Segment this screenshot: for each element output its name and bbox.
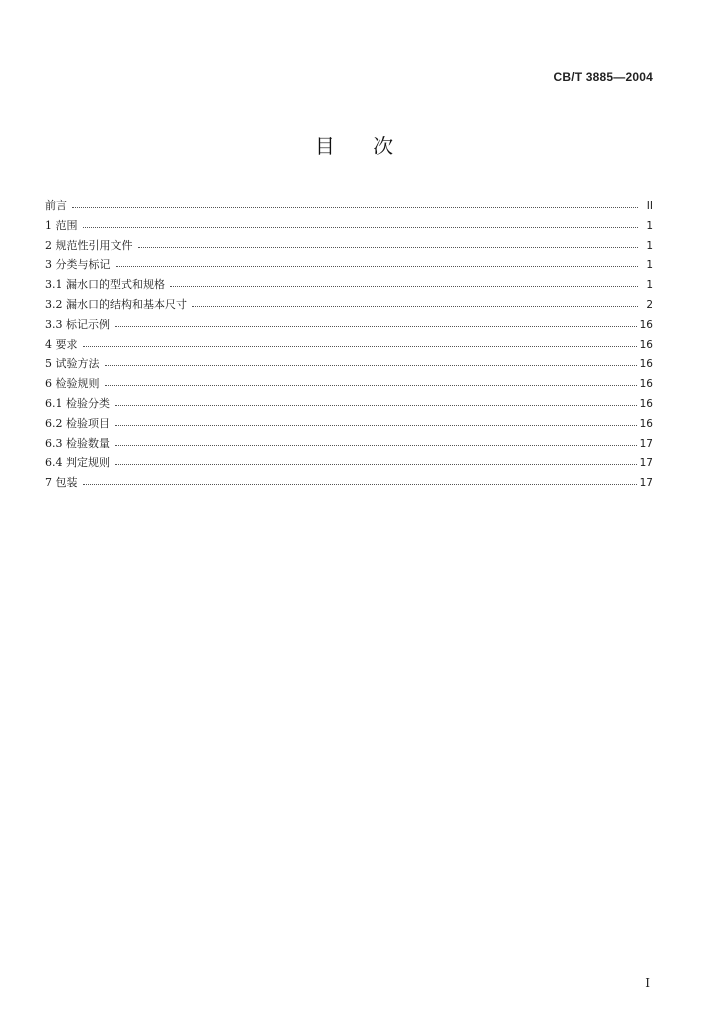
toc-entry-label: 6.2 检验项目 bbox=[45, 416, 110, 430]
toc-entry-page: 16 bbox=[639, 378, 653, 391]
toc-leader-dots bbox=[115, 405, 637, 406]
toc-entry-page: 16 bbox=[639, 417, 653, 430]
toc-entry[interactable] bbox=[45, 275, 653, 295]
toc-entry-label: 5 试验方法 bbox=[45, 357, 100, 371]
standard-code: CB/T 3885—2004 bbox=[553, 70, 653, 84]
toc-leader-dots bbox=[105, 385, 637, 386]
toc-entry-page: 17 bbox=[639, 437, 653, 450]
table-of-contents bbox=[45, 196, 653, 493]
toc-entry-page: 1 bbox=[646, 259, 653, 272]
toc-entry[interactable] bbox=[45, 216, 653, 236]
page-title: 目 次 bbox=[314, 134, 410, 158]
toc-entry[interactable] bbox=[45, 236, 653, 256]
toc-leader-dots bbox=[116, 266, 639, 267]
toc-entry[interactable] bbox=[45, 354, 653, 374]
toc-entry-page: 2 bbox=[646, 298, 653, 311]
toc-entry[interactable] bbox=[45, 473, 653, 493]
toc-entry-label: 3.2 漏水口的结构和基本尺寸 bbox=[45, 297, 187, 311]
toc-leader-dots bbox=[83, 346, 637, 347]
toc-entry-label: 3.1 漏水口的型式和规格 bbox=[45, 278, 165, 292]
toc-entry-label: 前言 bbox=[45, 199, 67, 212]
toc-entry[interactable] bbox=[45, 453, 653, 473]
toc-leader-dots bbox=[192, 306, 638, 307]
toc-entry[interactable] bbox=[45, 335, 653, 355]
toc-entry-page: II bbox=[646, 200, 653, 212]
toc-entry-label: 6.1 检验分类 bbox=[45, 396, 110, 410]
toc-entry-page: 1 bbox=[646, 219, 653, 232]
toc-entry-label: 4 要求 bbox=[45, 337, 78, 351]
toc-entry-page: 16 bbox=[639, 397, 653, 410]
page-number: I bbox=[645, 976, 650, 990]
toc-leader-dots bbox=[115, 326, 637, 327]
toc-leader-dots bbox=[72, 207, 638, 208]
toc-leader-dots bbox=[115, 464, 637, 465]
toc-entry-label: 7 包装 bbox=[45, 476, 78, 490]
toc-entry-label: 6.3 检验数量 bbox=[45, 436, 110, 450]
toc-entry-label: 3.3 标记示例 bbox=[45, 317, 110, 331]
toc-entry-label: 6.4 判定规则 bbox=[45, 456, 110, 470]
toc-leader-dots bbox=[138, 247, 639, 248]
toc-entry[interactable] bbox=[45, 255, 653, 275]
toc-entry-label: 2 规范性引用文件 bbox=[45, 238, 133, 252]
toc-entry-page: 16 bbox=[639, 358, 653, 371]
toc-leader-dots bbox=[170, 286, 638, 287]
toc-leader-dots bbox=[115, 425, 637, 426]
toc-entry-page: 1 bbox=[646, 279, 653, 292]
toc-leader-dots bbox=[115, 445, 637, 446]
toc-entry-page: 1 bbox=[646, 239, 653, 252]
toc-entry[interactable] bbox=[45, 196, 653, 216]
toc-leader-dots bbox=[83, 227, 639, 228]
toc-entry-page: 16 bbox=[639, 338, 653, 351]
toc-entry-page: 17 bbox=[639, 457, 653, 470]
toc-entry-label: 6 检验规则 bbox=[45, 377, 100, 391]
toc-entry-label: 3 分类与标记 bbox=[45, 258, 111, 272]
toc-entry-page: 16 bbox=[639, 318, 653, 331]
toc-entry-page: 17 bbox=[639, 477, 653, 490]
toc-entry[interactable] bbox=[45, 374, 653, 394]
toc-leader-dots bbox=[105, 365, 637, 366]
toc-leader-dots bbox=[83, 484, 637, 485]
toc-entry-label: 1 范围 bbox=[45, 218, 78, 232]
toc-entry[interactable] bbox=[45, 394, 653, 414]
toc-entry[interactable] bbox=[45, 414, 653, 434]
toc-entry[interactable] bbox=[45, 315, 653, 335]
toc-entry[interactable] bbox=[45, 434, 653, 454]
toc-entry[interactable] bbox=[45, 295, 653, 315]
